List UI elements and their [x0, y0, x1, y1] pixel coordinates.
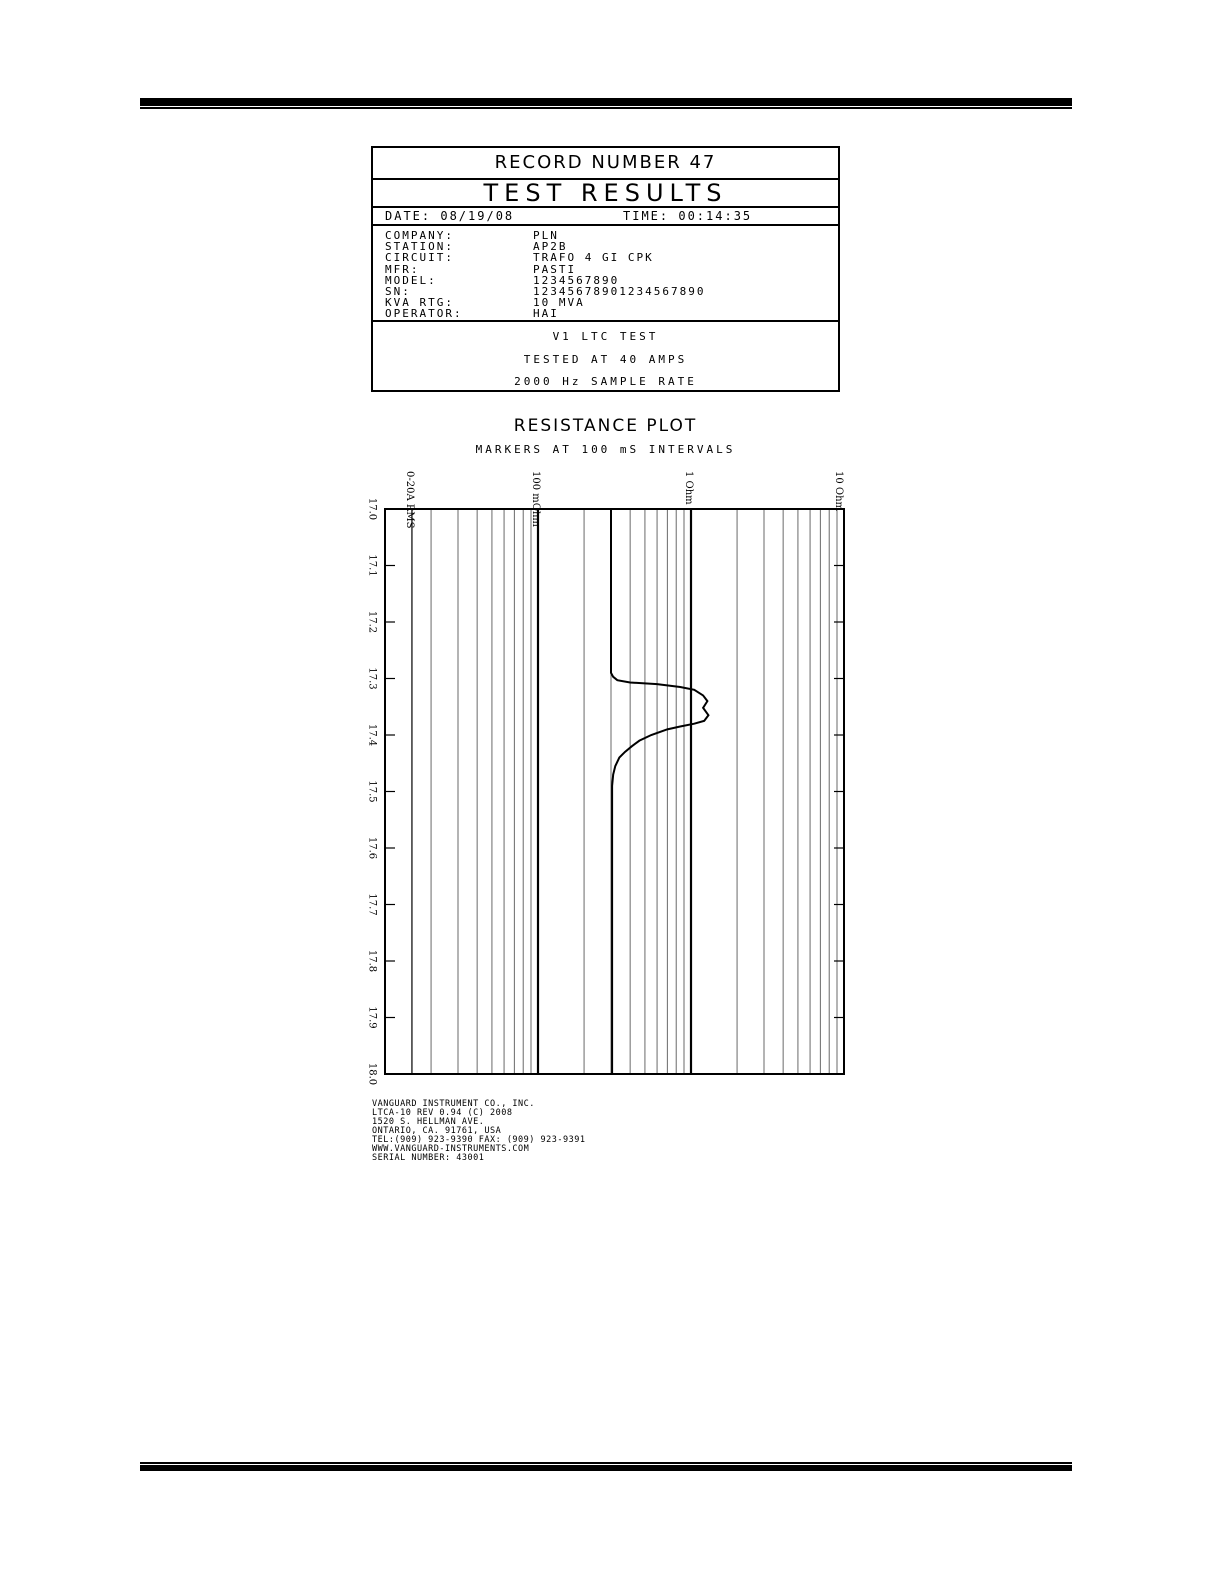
top-rule-thin — [140, 107, 1072, 109]
test-note: TESTED AT 40 AMPS — [523, 353, 688, 366]
info-key: COMPANY: — [385, 229, 454, 242]
info-value: TRAFO 4 GI CPK — [533, 251, 654, 265]
footer-line: VANGUARD INSTRUMENT CO., INC. — [372, 1099, 535, 1109]
date-time-row — [373, 208, 838, 226]
time-tick-label: 17.4 — [366, 723, 378, 747]
time-tick-label: 17.7 — [366, 893, 378, 916]
footer-line: SERIAL NUMBER: 43001 — [372, 1153, 485, 1163]
resistance-trace — [611, 509, 708, 1074]
plot-subtitle: MARKERS AT 100 mS INTERVALS — [475, 443, 736, 456]
info-block — [373, 226, 838, 322]
manufacturer-footer — [372, 1100, 585, 1163]
bottom-rule-thin — [140, 1462, 1072, 1464]
time-tick-label: 17.0 — [366, 497, 378, 521]
info-key: STATION: — [385, 240, 454, 254]
reference-line-label: 10 Ohm — [833, 471, 844, 512]
footer-line: WWW.VANGUARD-INSTRUMENTS.COM — [372, 1144, 530, 1154]
time-tick-label: 17.3 — [366, 667, 378, 690]
time-label: TIME: 00:14:35 — [623, 209, 753, 223]
bottom-rule — [140, 1465, 1072, 1471]
footer-line: TEL:(909) 923-9390 FAX: (909) 923-9391 — [372, 1135, 586, 1145]
time-tick-label: 17.9 — [366, 1006, 378, 1029]
info-value: PLN — [533, 229, 559, 242]
time-tick-label: 18.0 — [366, 1062, 378, 1086]
time-tick-label: 17.5 — [366, 780, 378, 803]
info-key: MFR: — [385, 262, 420, 276]
plot-title: RESISTANCE PLOT — [513, 416, 698, 436]
test-results-panel — [371, 146, 840, 392]
panel-title: TEST RESULTS — [373, 180, 838, 208]
info-value: HAI — [533, 307, 559, 321]
info-value: PASTI — [533, 262, 577, 276]
info-row — [385, 308, 838, 319]
info-key: SN: — [385, 284, 411, 298]
footer-line: ONTARIO, CA. 91761, USA — [372, 1126, 502, 1136]
reference-line-label: 100 mOhm — [530, 471, 541, 527]
record-number: RECORD NUMBER 47 — [373, 148, 838, 180]
info-key: OPERATOR: — [385, 307, 463, 321]
info-key: KVA RTG: — [385, 296, 454, 310]
test-note: 2000 Hz SAMPLE RATE — [514, 375, 697, 388]
footer-line: 1520 S. HELLMAN AVE. — [372, 1117, 485, 1127]
time-tick-label: 17.1 — [366, 554, 378, 577]
time-tick-label: 17.2 — [366, 610, 378, 634]
footer-line: LTCA-10 REV 0.94 (C) 2008 — [372, 1108, 513, 1118]
info-key: MODEL: — [385, 273, 437, 287]
info-value: AP2B — [533, 240, 568, 254]
info-key: CIRCUIT: — [385, 251, 454, 265]
info-value: 12345678901234567890 — [533, 284, 706, 298]
test-notes — [373, 322, 838, 392]
test-note: V1 LTC TEST — [552, 330, 659, 343]
date-label: DATE: 08/19/08 — [385, 209, 515, 223]
reference-line-label: 1 Ohm — [683, 471, 694, 505]
info-row — [385, 252, 838, 263]
info-value: 10 MVA — [533, 296, 585, 310]
time-tick-label: 17.8 — [366, 949, 378, 973]
top-rule — [140, 98, 1072, 106]
plot-frame — [385, 509, 844, 1074]
time-tick-label: 17.6 — [366, 836, 378, 860]
resistance-plot — [360, 465, 860, 1095]
reference-line-label: 0-20A RMS — [403, 471, 415, 529]
info-value: 1234567890 — [533, 273, 620, 287]
